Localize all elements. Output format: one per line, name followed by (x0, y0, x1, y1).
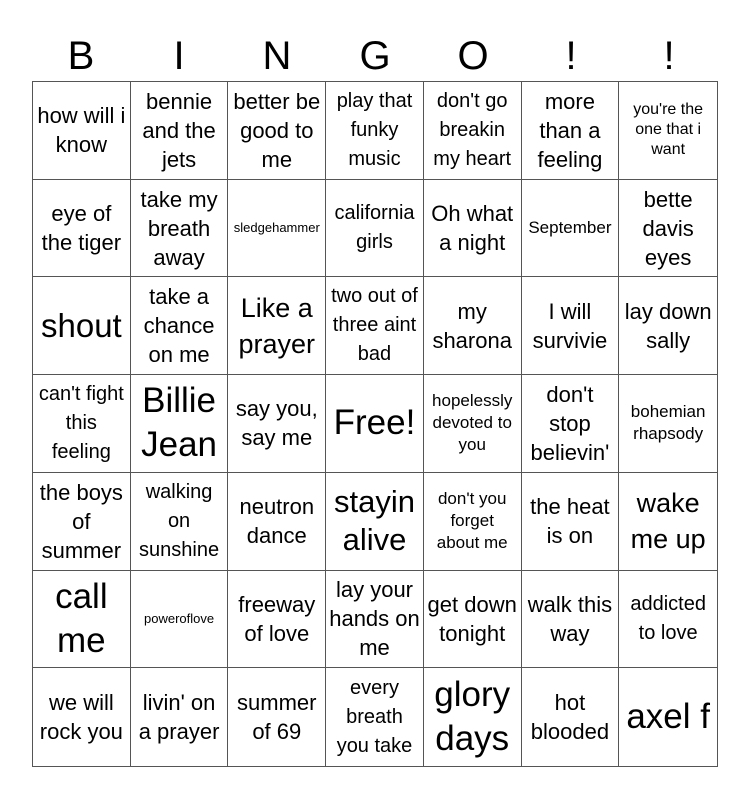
bingo-header (32, 33, 718, 79)
bingo-cell[interactable]: play that funky music (326, 82, 424, 180)
bingo-cell[interactable]: bohemian rhapsody (619, 375, 717, 473)
bingo-cell[interactable]: Billie Jean (131, 375, 229, 473)
bingo-cell[interactable]: my sharona (424, 277, 522, 375)
bingo-cell[interactable]: two out of three aint bad (326, 277, 424, 375)
bingo-cell[interactable]: I will survivie (522, 277, 620, 375)
bingo-card-grid (32, 81, 718, 767)
bingo-cell[interactable]: the heat is on (522, 473, 620, 571)
bingo-cell[interactable]: wake me up (619, 473, 717, 571)
bingo-cell[interactable]: Like a prayer (228, 277, 326, 375)
bingo-cell[interactable]: neutron dance (228, 473, 326, 571)
header-letter: B (67, 34, 95, 78)
bingo-cell[interactable]: sledgehammer (228, 180, 326, 278)
bingo-cell[interactable]: Oh what a night (424, 180, 522, 278)
header-letter: ! (565, 34, 577, 78)
bingo-cell[interactable]: more than a feeling (522, 82, 620, 180)
bingo-cell[interactable]: eye of the tiger (33, 180, 131, 278)
bingo-cell[interactable]: lay down sally (619, 277, 717, 375)
bingo-cell[interactable]: the boys of summer (33, 473, 131, 571)
bingo-cell[interactable]: take my breath away (131, 180, 229, 278)
bingo-cell[interactable]: bette davis eyes (619, 180, 717, 278)
bingo-cell[interactable]: get down tonight (424, 571, 522, 669)
bingo-cell[interactable]: don't stop believin' (522, 375, 620, 473)
bingo-cell[interactable]: you're the one that i want (619, 82, 717, 180)
bingo-cell[interactable]: say you, say me (228, 375, 326, 473)
bingo-cell[interactable]: every breath you take (326, 668, 424, 766)
bingo-cell[interactable]: September (522, 180, 620, 278)
bingo-cell[interactable]: better be good to me (228, 82, 326, 180)
bingo-cell[interactable]: california girls (326, 180, 424, 278)
bingo-cell[interactable]: walking on sunshine (131, 473, 229, 571)
bingo-cell[interactable]: livin' on a prayer (131, 668, 229, 766)
bingo-cell[interactable]: don't go breakin my heart (424, 82, 522, 180)
bingo-cell[interactable]: summer of 69 (228, 668, 326, 766)
header-letter: O (457, 34, 489, 78)
bingo-cell[interactable]: glory days (424, 668, 522, 766)
header-letter: ! (663, 34, 675, 78)
bingo-cell[interactable]: lay your hands on me (326, 571, 424, 669)
bingo-cell[interactable]: we will rock you (33, 668, 131, 766)
header-letter: G (359, 34, 391, 78)
bingo-cell[interactable]: axel f (626, 697, 710, 737)
bingo-cell[interactable]: poweroflove (131, 571, 229, 669)
bingo-cell[interactable]: don't you forget about me (424, 473, 522, 571)
header-letter: I (173, 34, 185, 78)
header-letter: N (262, 34, 292, 78)
bingo-cell[interactable]: freeway of love (228, 571, 326, 669)
bingo-cell[interactable]: stayin alive (326, 473, 424, 571)
bingo-cell-free[interactable]: Free! (326, 375, 424, 473)
bingo-cell[interactable]: call me (33, 571, 131, 669)
bingo-cell[interactable]: hot blooded (522, 668, 620, 766)
bingo-cell[interactable]: walk this way (522, 571, 620, 669)
bingo-cell[interactable]: shout (33, 277, 131, 375)
bingo-cell[interactable]: can't fight this feeling (33, 375, 131, 473)
bingo-cell[interactable]: bennie and the jets (131, 82, 229, 180)
bingo-cell[interactable]: addicted to love (619, 571, 717, 669)
bingo-cell[interactable]: take a chance on me (131, 277, 229, 375)
bingo-cell[interactable]: hopelessly devoted to you (424, 375, 522, 473)
bingo-cell[interactable]: how will i know (33, 82, 131, 180)
